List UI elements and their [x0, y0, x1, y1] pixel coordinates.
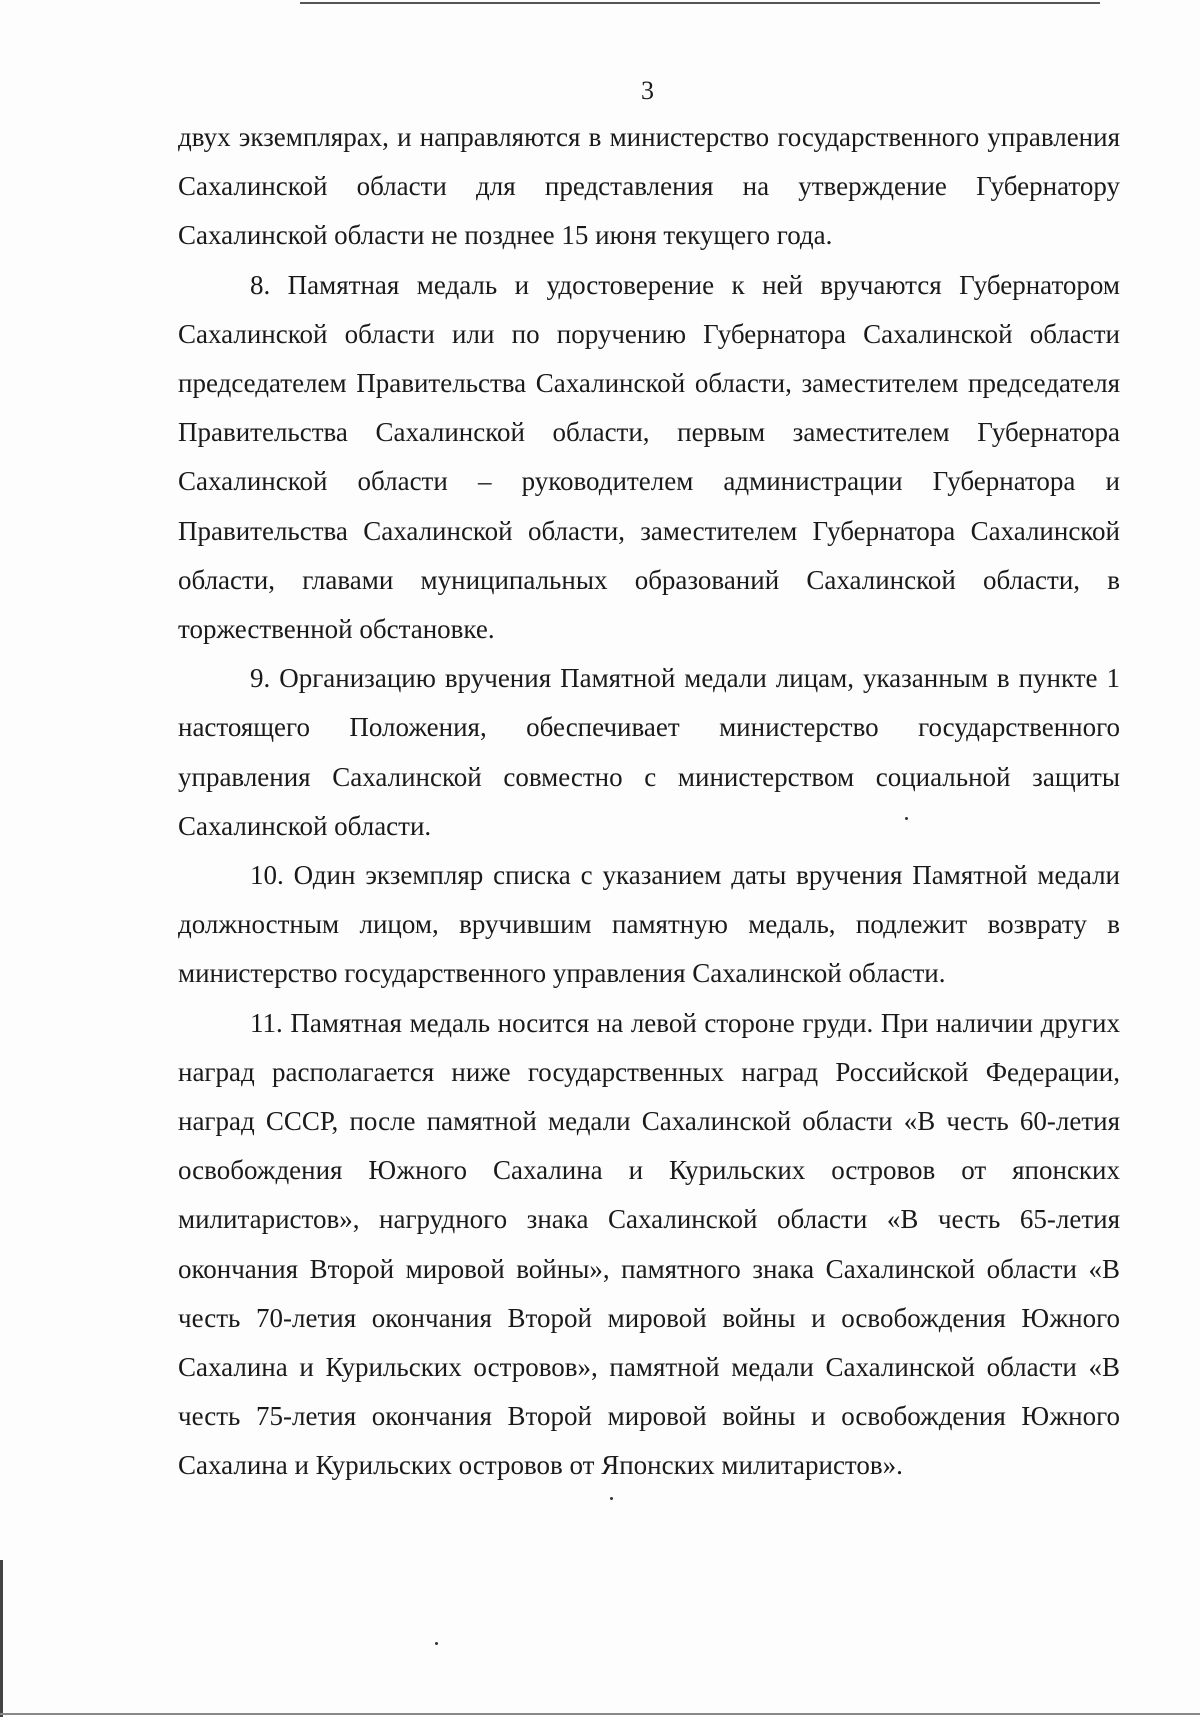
scan-left-edge: [0, 1560, 3, 1717]
scan-top-edge: [300, 2, 1100, 4]
scan-speck: [905, 817, 908, 820]
scan-speck: [610, 1497, 613, 1500]
scan-bottom-edge: [0, 1713, 1200, 1715]
paragraph-item-10: 10. Один экземпляр списка с указанием даты вручения Памятной медали должностным лицом, вручившим памятную медаль, подлежит возврату в министерство государственного управления Сахалинской области.: [178, 860, 1120, 989]
paragraph-item-8: 8. Памятная медаль и удостоверение к ней вручаются Губернатором Сахалинской области или по поручению Губернатора Сахалинской области председателем Правительства Сахалинской области, заместителем председателя Правительства Сахалинской области, первым заместителем Губернатора Сахалинской области – руководителем администрации Губернатора и Правительства Сахалинской области, заместителем Губернатора Сахалинской области, главами муниципальных образований Сахалинской области, в торжественной обстановке.: [178, 269, 1120, 645]
paragraph-item-9: 9. Организацию вручения Памятной медали лицам, указанным в пункте 1 настоящего Положения, обеспечивает министерство государственного управления Сахалинской совместно с министерством социальной защиты Сахалинской области.: [178, 663, 1120, 841]
paragraph-continuation: двух экземплярах, и направляются в министерство государственного управления Сахалинской области для представления на утверждение Губернатору Сахалинской области не позднее 15 июня текущего года.: [178, 122, 1120, 251]
paragraph-item-11: 11. Памятная медаль носится на левой стороне груди. При наличии других наград располагается ниже государственных наград Российской Федерации, наград СССР, после памятной медали Сахалинской области «В честь 60-летия освобождения Южного Сахалина и Курильских островов от японских милитаристов», нагрудного знака Сахалинской области «В честь 65-летия окончания Второй мировой войны», памятного знака Сахалинской области «В честь 70-летия окончания Второй мировой войны и освобождения Южного Сахалина и Курильских островов», памятной медали Сахалинской области «В честь 75-летия окончания Второй мировой войны и освобождения Южного Сахалина и Курильских островов от Японских милитаристов».: [178, 1007, 1120, 1481]
scan-speck: [435, 1642, 438, 1645]
page-number: 3: [641, 76, 654, 105]
document-body: [178, 113, 1120, 1491]
